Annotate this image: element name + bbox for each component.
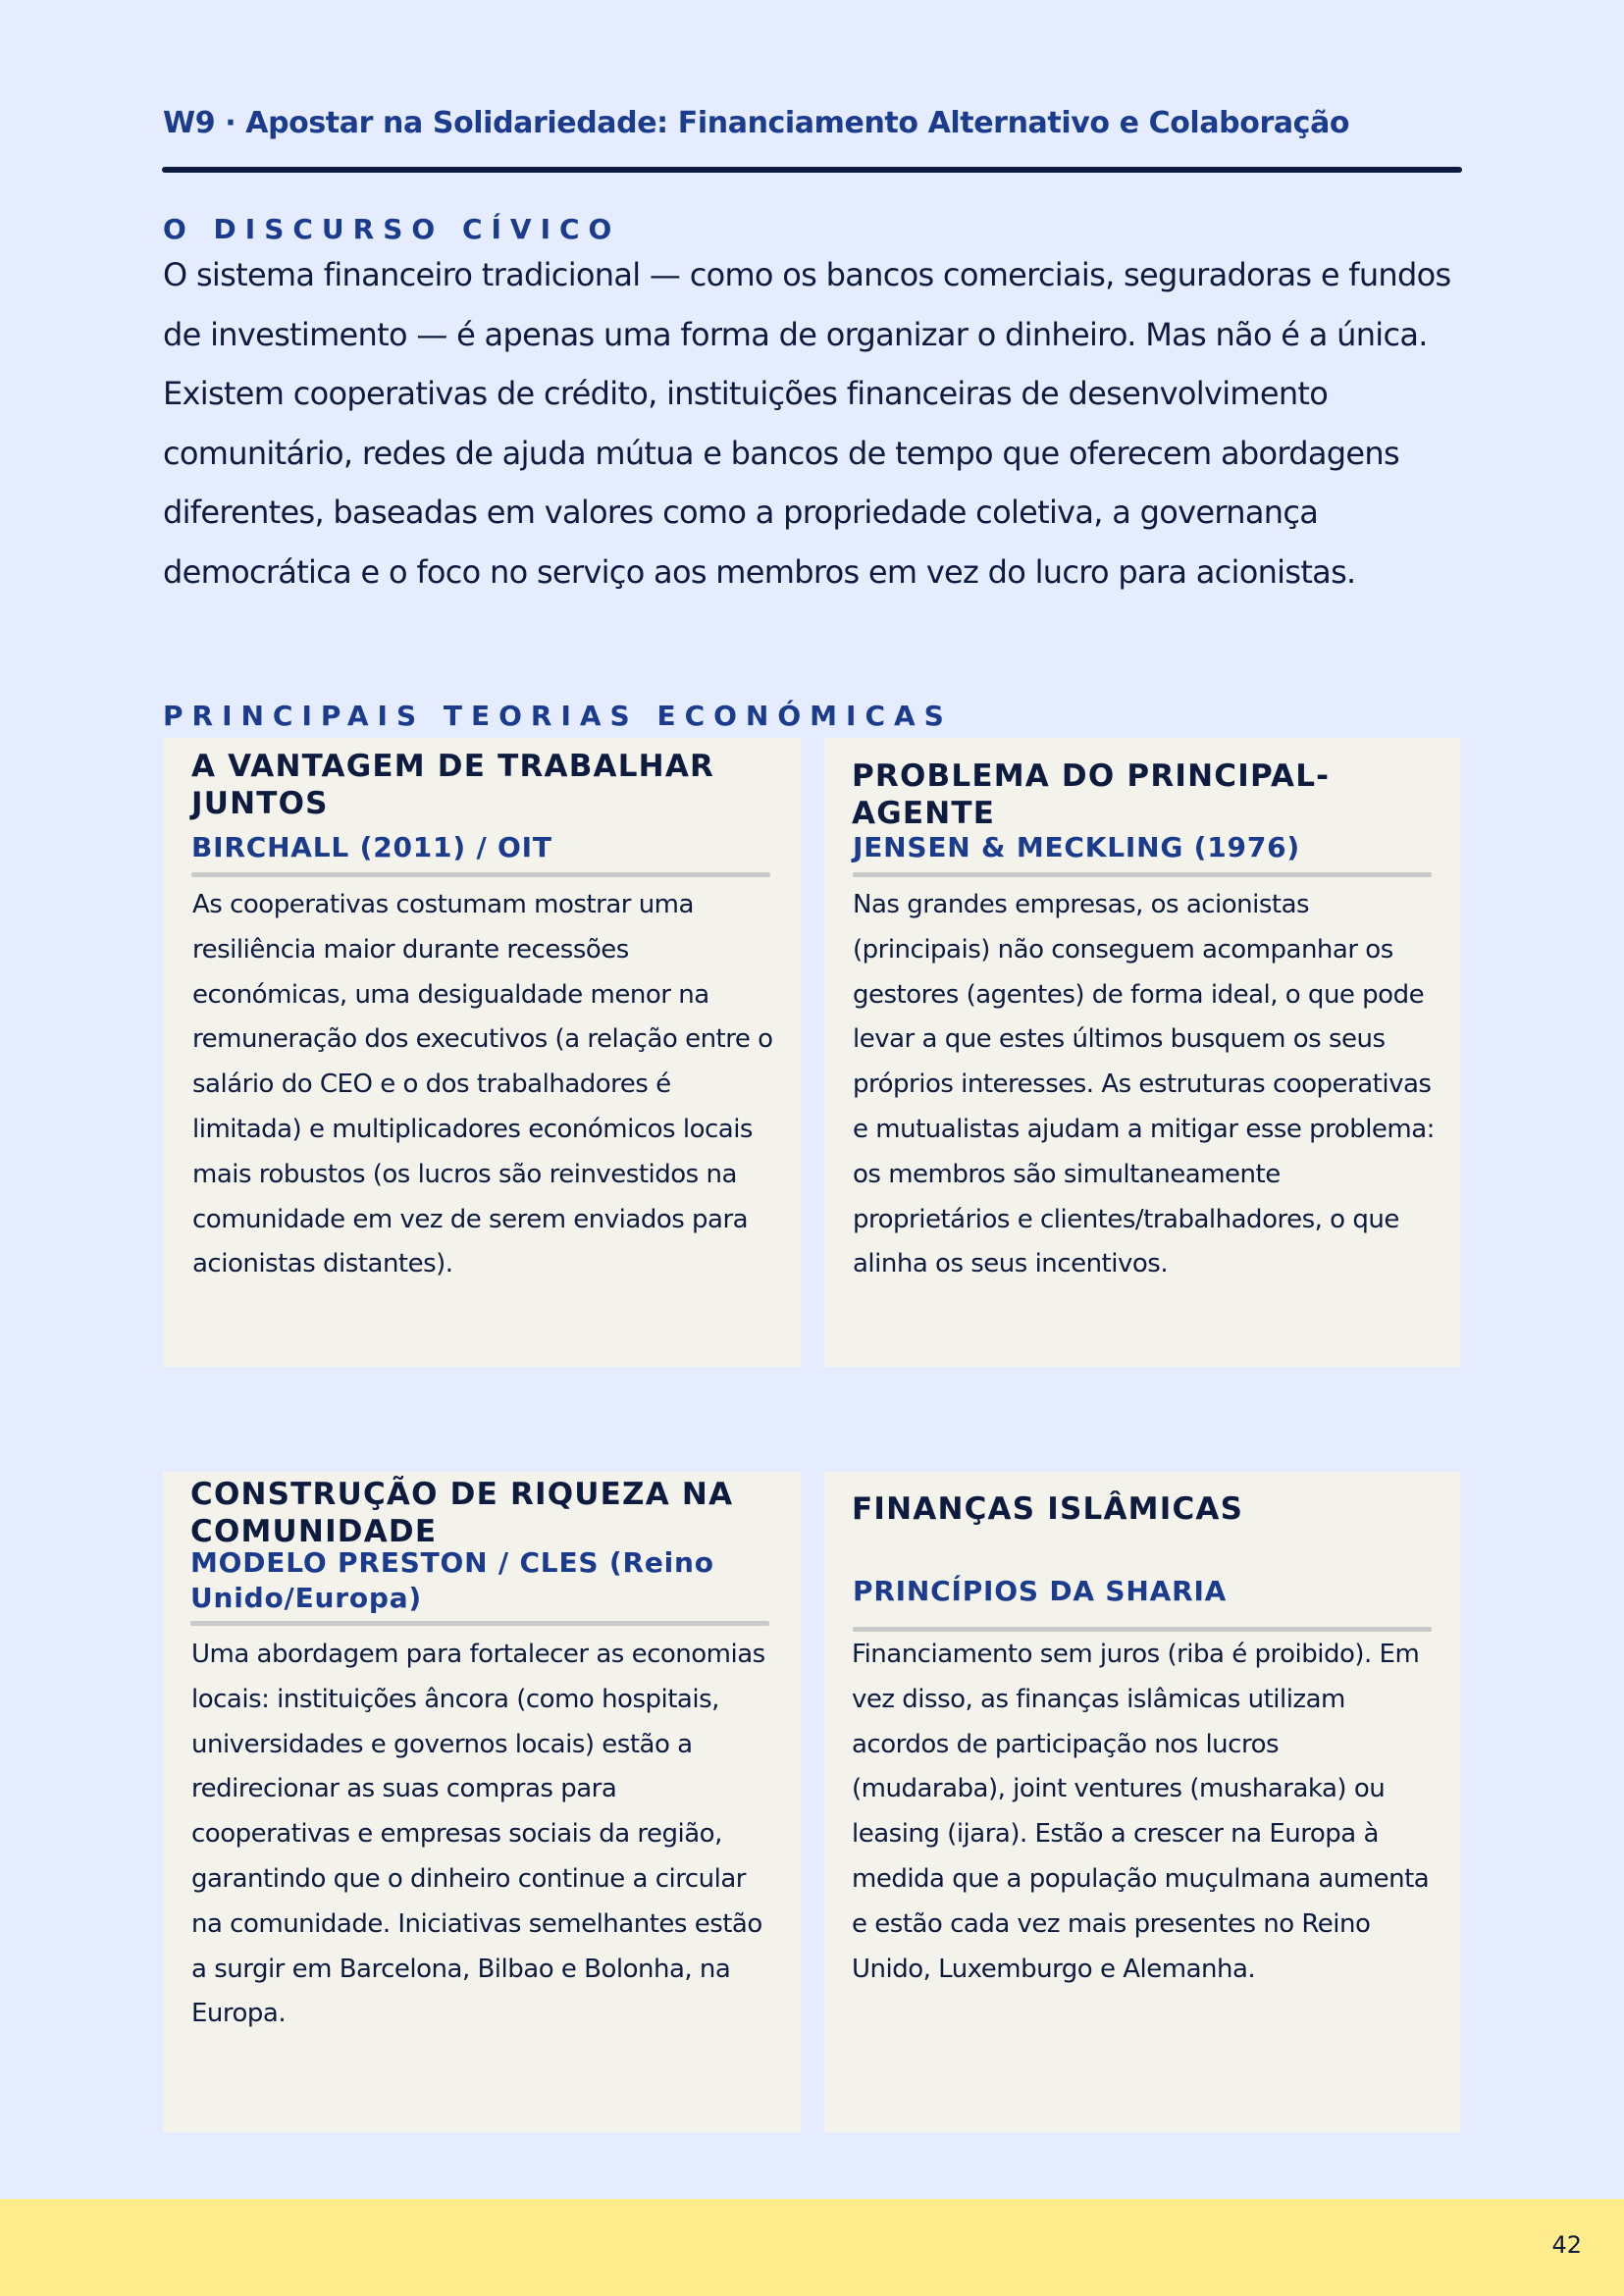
card-title: PROBLEMA DO PRINCIPAL-AGENTE [852, 758, 1331, 831]
page-footer [0, 2199, 1624, 2296]
civic-discourse-text: O sistema financeiro tradicional — como os bancos comerciais, seguradoras e fundos de investimento — é apenas uma forma de organizar o dinheiro. Mas não é a única. Existem cooperativas de crédito, instituições financeiras de desenvolvimento comunitário, redes de ajuda mútua e bancos de tempo que oferecem abordagens diferentes, baseadas em valores como a propriedade coletiva, a governança democrática e o foco no serviço aos membros em vez do lucro para acionistas. [163, 256, 1451, 591]
theory-card-community-wealth [163, 1472, 801, 2132]
header-divider [162, 167, 1462, 173]
theory-card-principal-agent [824, 738, 1460, 1367]
card-body: As cooperativas costumam mostrar uma resiliência maior durante recessões económicas, uma desigualdade menor na remuneração dos executivos (a relação entre o salário do CEO e o dos trabalhadores é limitada) e multiplicadores económicos locais mais robustos (os lucros são reinvestidos na comunidade em vez de serem enviados para acionistas distantes). [192, 890, 773, 1279]
card-title: CONSTRUÇÃO DE RIQUEZA NA COMUNIDADE [190, 1477, 734, 1549]
card-divider [853, 872, 1432, 877]
economic-theories-label: PRINCIPAIS TEORIAS ECONÓMICAS [163, 700, 953, 732]
card-body: Nas grandes empresas, os acionistas (principais) não conseguem acompanhar os gestores (agentes) de forma ideal, o que pode levar a que estes últimos busquem os seus próprios interesses. As estruturas cooperativas e mutualistas ajudam a mitigar esse problema: os membros são simultaneamente proprietários e clientes/trabalhadores, o que alinha os seus incentivos. [853, 890, 1435, 1279]
card-body: Uma abordagem para fortalecer as economias locais: instituições âncora (como hospitais, universidades e governos locais) estão a redirecionar as suas compras para cooperativas e empresas sociais da região, garantindo que o dinheiro continue a circular na comunidade. Iniciativas semelhantes estão a surgir em Barcelona, Bilbao e Bolonha, na Europa. [191, 1640, 765, 2029]
card-divider [190, 1621, 769, 1626]
card-subtitle: MODELO PRESTON / CLES (Reino Unido/Europa) [190, 1546, 714, 1614]
card-divider [853, 1627, 1432, 1632]
card-title: A VANTAGEM DE TRABALHAR JUNTOS [191, 749, 715, 821]
card-subtitle: BIRCHALL (2011) / OIT [191, 831, 552, 863]
page-header-title: W9 · Apostar na Solidariedade: Financiamento Alternativo e Colaboração [163, 106, 1350, 140]
civic-discourse-label: O DISCURSO CÍVICO [163, 213, 621, 245]
card-body: Financiamento sem juros (riba é proibido). Em vez disso, as finanças islâmicas utilizam acordos de participação nos lucros (mudaraba), joint ventures (musharaka) ou leasing (ijara). Estão a crescer na Europa à medida que a população muçulmana aumenta e estão cada vez mais presentes no Reino Unido, Luxemburgo e Alemanha. [852, 1640, 1430, 1984]
theory-card-islamic-finance [824, 1472, 1460, 2132]
page-number: 42 [1551, 2231, 1582, 2259]
card-subtitle: PRINCÍPIOS DA SHARIA [853, 1575, 1228, 1607]
card-divider [191, 872, 770, 877]
card-subtitle: JENSEN & MECKLING (1976) [853, 831, 1301, 863]
card-title: FINANÇAS ISLÂMICAS [852, 1491, 1244, 1527]
theory-card-cooperative-advantage [163, 738, 801, 1367]
